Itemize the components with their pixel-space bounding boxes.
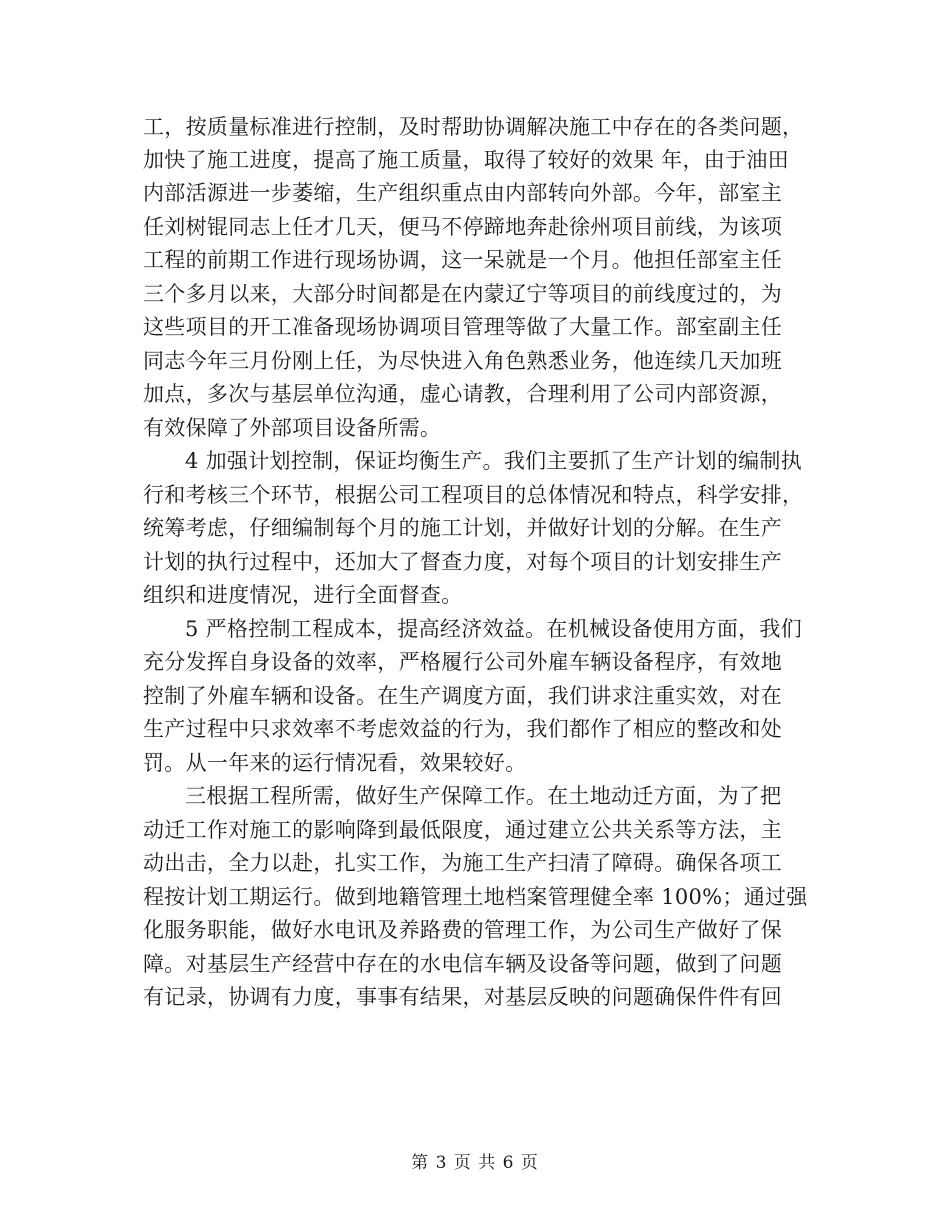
text-line: 内部活源进一步萎缩，生产组织重点由内部转向外部。今年，部室主 bbox=[143, 181, 782, 205]
text-line: 有记录，协调有力度，事事有结果，对基层反映的问题确保件件有回 bbox=[143, 985, 782, 1009]
text-line: 三个多月以来，大部分时间都是在内蒙辽宁等项目的前线度过的，为 bbox=[143, 282, 782, 306]
paragraph-start-line: 5 严格控制工程成本，提高经济效益。在机械设备使用方面，我们 bbox=[185, 617, 803, 641]
text-line: 同志今年三月份刚上任，为尽快进入角色熟悉业务，他连续几天加班 bbox=[143, 349, 782, 373]
text-line: 障。对基层生产经营中存在的水电信车辆及设备等问题，做到了问题 bbox=[143, 952, 782, 976]
text-line: 动出击，全力以赴，扎实工作，为施工生产扫清了障碍。确保各项工 bbox=[143, 851, 782, 875]
text-line: 组织和进度情况，进行全面督查。 bbox=[143, 583, 463, 607]
text-line: 这些项目的开工准备现场协调项目管理等做了大量工作。部室副主任 bbox=[143, 315, 782, 339]
text-line: 工，按质量标准进行控制，及时帮助协调解决施工中存在的各类问题， bbox=[143, 115, 804, 139]
text-line: 罚。从一年来的运行情况看，效果较好。 bbox=[143, 751, 527, 775]
text-line: 化服务职能，做好水电讯及养路费的管理工作，为公司生产做好了保 bbox=[143, 918, 782, 942]
text-line: 行和考核三个环节，根据公司工程项目的总体情况和特点，科学安排， bbox=[143, 483, 804, 507]
text-line: 统筹考虑，仔细编制每个月的施工计划，并做好计划的分解。在生产 bbox=[143, 516, 782, 540]
text-line: 充分发挥自身设备的效率，严格履行公司外雇车辆设备程序，有效地 bbox=[143, 650, 782, 674]
text-line: 生产过程中只求效率不考虑效益的行为，我们都作了相应的整改和处 bbox=[143, 717, 782, 741]
text-line: 动迁工作对施工的影响降到最低限度，通过建立公共关系等方法，主 bbox=[143, 818, 782, 842]
page-number-footer: 第 3 页 共 6 页 bbox=[411, 1153, 539, 1173]
text-line: 程按计划工期运行。做到地籍管理土地档案管理健全率 100%；通过强 bbox=[143, 885, 808, 909]
text-line: 工程的前期工作进行现场协调，这一呆就是一个月。他担任部室主任 bbox=[143, 248, 782, 272]
text-line: 加快了施工进度，提高了施工质量，取得了较好的效果 年，由于油田 bbox=[143, 148, 789, 172]
paragraph-start-line: 4 加强计划控制，保证均衡生产。我们主要抓了生产计划的编制执 bbox=[185, 449, 803, 473]
paragraph-start-line: 三根据工程所需，做好生产保障工作。在土地动迁方面，为了把 bbox=[185, 784, 782, 808]
text-line: 控制了外雇车辆和设备。在生产调度方面，我们讲求注重实效，对在 bbox=[143, 684, 782, 708]
text-line: 有效保障了外部项目设备所需。 bbox=[143, 416, 442, 440]
text-line: 任刘树锟同志上任才几天，便马不停蹄地奔赴徐州项目前线，为该项 bbox=[143, 215, 782, 239]
text-line: 加点，多次与基层单位沟通，虚心请教，合理利用了公司内部资源， bbox=[143, 382, 782, 406]
text-line: 计划的执行过程中，还加大了督查力度，对每个项目的计划安排生产 bbox=[143, 550, 782, 574]
